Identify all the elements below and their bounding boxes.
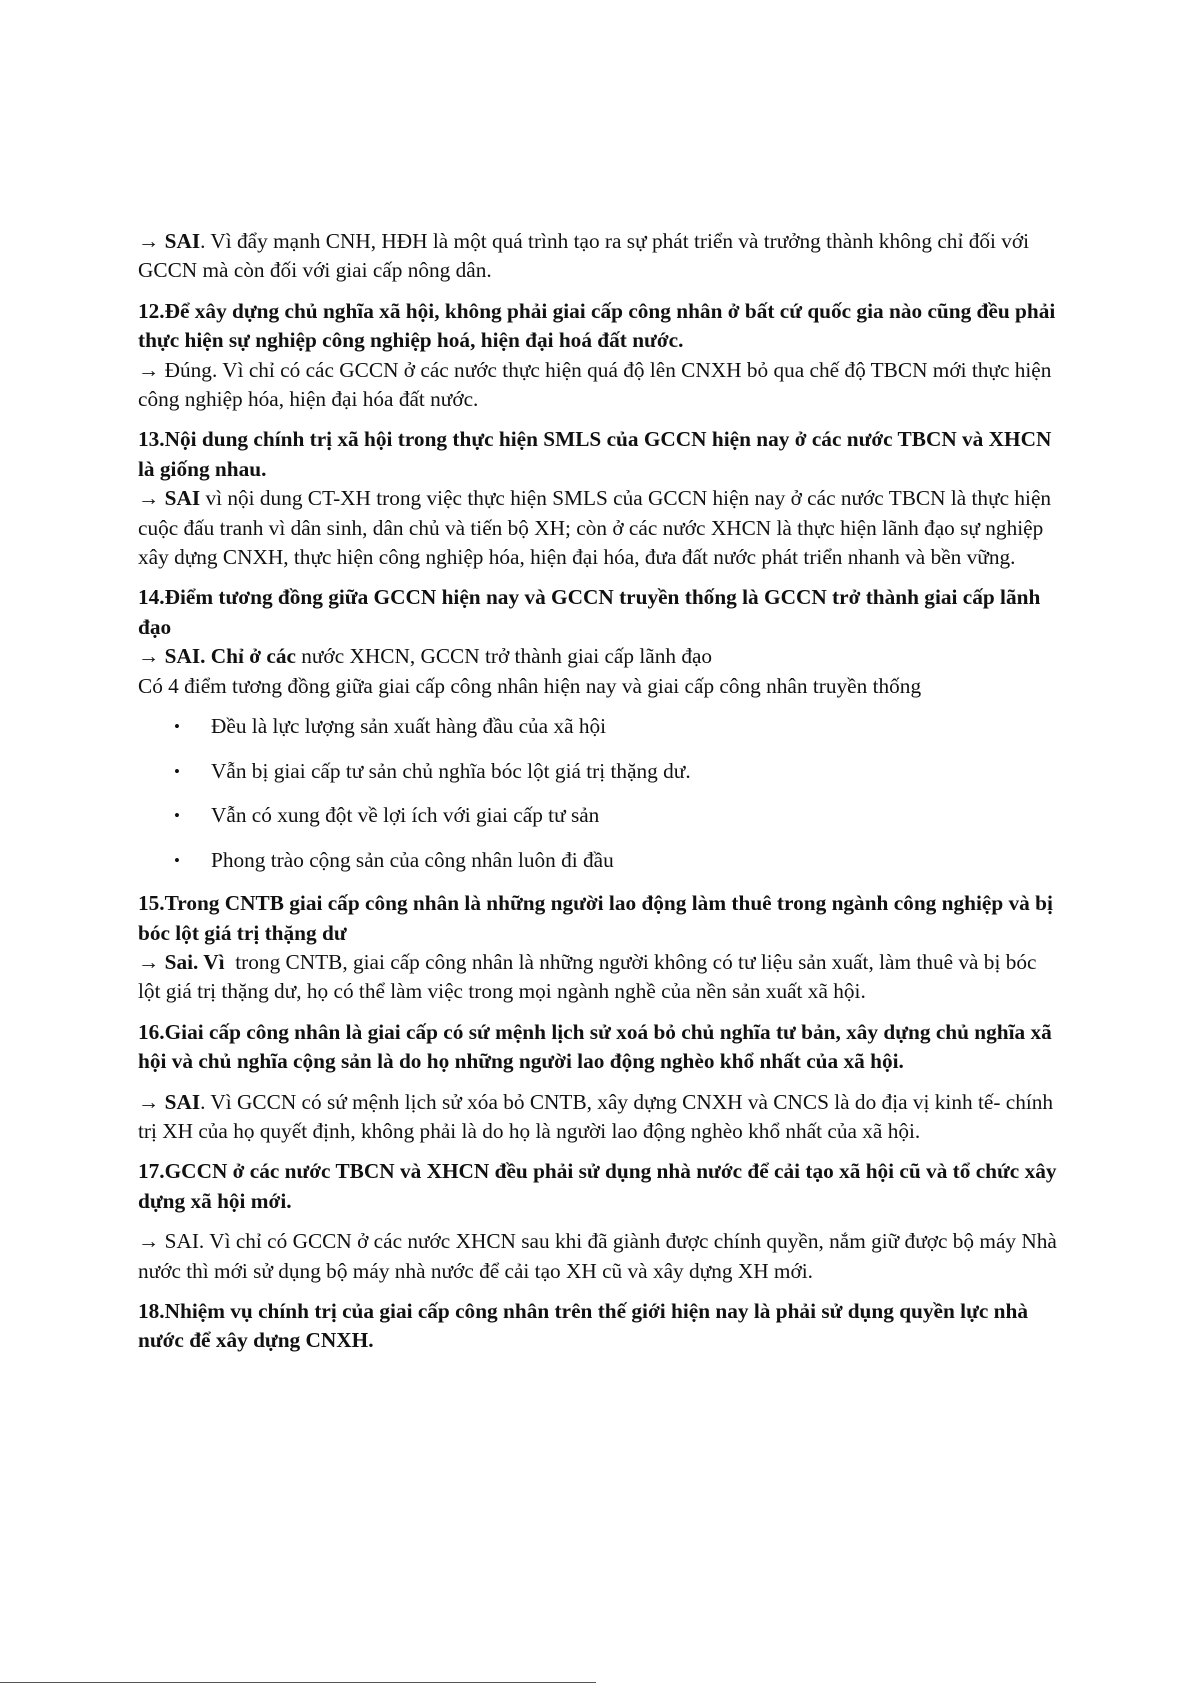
answer-13: [138, 484, 1058, 572]
answer-text: . Vì đẩy mạnh CNH, HĐH là một quá trình tạo ra sự phát triển và trưởng thành không chỉ đối với GCCN mà còn đối với giai cấp nông dân.: [138, 229, 1030, 283]
question-block-13: [138, 425, 1058, 572]
question-14: 14.Điểm tương đồng giữa GCCN hiện nay và GCCN truyền thống là GCCN trở thành giai cấp lãnh đạo: [138, 585, 1041, 639]
question-block-15: [138, 889, 1058, 1007]
list-item: [138, 801, 1058, 846]
question-16: 16.Giai cấp công nhân là giai cấp có sứ mệnh lịch sử xoá bỏ chủ nghĩa tư bản, xây dựng chủ nghĩa xã hội và chủ nghĩa cộng sản là do họ những người lao động nghèo khổ nhất của xã hội.: [138, 1019, 1052, 1074]
answer-12: → Đúng. Vì chỉ có các GCCN ở các nước thực hiện quá độ lên CNXH bỏ qua chế độ TBCN mới thực hiện công nghiệp hóa, hiện đại hóa đất nước.: [138, 357, 1052, 412]
similarity-list: [138, 712, 1058, 890]
question-block-18: [138, 1297, 1058, 1356]
answer-text: trong CNTB, giai cấp công nhân là những người không có tư liệu sản xuất, làm thuê và bị bóc lột giá trị thặng dư, họ có thể làm việc trong mọi ngành nghề của nền sản xuất xã hội.: [138, 949, 1042, 1004]
bullet-icon: •: [174, 806, 180, 826]
list-item-text: Phong trào cộng sản của công nhân luôn đi đầu: [211, 847, 614, 872]
answer-intro: [138, 227, 1058, 286]
bullet-icon: •: [174, 850, 180, 870]
answer-text: nước XHCN, GCCN trở thành giai cấp lãnh đạo: [295, 644, 713, 669]
arrow-glyph: →: [138, 229, 165, 253]
list-item: [138, 712, 1058, 757]
question-block-14: [138, 583, 1058, 890]
arrow-glyph: →: [138, 486, 165, 511]
question-17: 17.GCCN ở các nước TBCN và XHCN đều phải sử dụng nhà nước để cải tạo xã hội cũ và tổ chức xây dựng xã hội mới.: [138, 1159, 1057, 1213]
question-12: 12.Để xây dựng chủ nghĩa xã hội, không phải giai cấp công nhân ở bất cứ quốc gia nào cũng đều phải thực hiện sự nghiệp công nghiệp hoá, hiện đại hoá đất nước.: [138, 298, 1056, 353]
document-page: [138, 227, 1058, 1367]
question-15: 15.Trong CNTB giai cấp công nhân là những người lao động làm thuê trong ngành công nghiệp và bị bóc lột giá trị thặng dư: [138, 891, 1053, 945]
list-item: [138, 757, 1058, 802]
verdict-label: SAI. Chỉ ở các: [164, 644, 296, 669]
bullet-icon: •: [174, 761, 180, 781]
answer-14: [138, 642, 1058, 671]
verdict-label: SAI: [164, 486, 201, 511]
list-item-text: Vẫn có xung đột về lợi ích với giai cấp tư sản: [211, 803, 600, 828]
answer-text: vì nội dung CT-XH trong việc thực hiện SMLS của GCCN hiện nay ở các nước TBCN là thực hiện cuộc đấu tranh vì dân sinh, dân chủ và tiến bộ XH; còn ở các nước XHCN là thực hiện lãnh đạo sự nghiệp xây dựng CNXH, thực hiện công nghiệp hóa, hiện đại hóa, đưa đất nước phát triển nhanh và bền vững.: [138, 486, 1052, 570]
answer-15: [138, 948, 1058, 1007]
verdict-label: Sai. Vì: [164, 949, 225, 974]
answer-block-intro: [138, 227, 1058, 286]
question-block-17: [138, 1157, 1058, 1286]
answer-16: [138, 1088, 1058, 1147]
answer-14-lead: Có 4 điểm tương đồng giữa giai cấp công nhân hiện nay và giai cấp công nhân truyền thống: [138, 673, 922, 698]
arrow-glyph: →: [138, 949, 165, 974]
arrow-glyph: →: [138, 1089, 165, 1114]
verdict-label: SAI: [164, 1089, 201, 1114]
bullet-icon: •: [174, 717, 180, 737]
question-13: 13.Nội dung chính trị xã hội trong thực hiện SMLS của GCCN hiện nay ở các nước TBCN và XHCN là giống nhau.: [138, 427, 1052, 481]
footer-rule: [0, 1682, 596, 1683]
question-18: 18.Nhiệm vụ chính trị của giai cấp công nhân trên thế giới hiện nay là phải sử dụng quyền lực nhà nước để xây dựng CNXH.: [138, 1298, 1028, 1353]
question-block-12: [138, 297, 1058, 415]
question-block-16: [138, 1018, 1058, 1147]
list-item-text: Vẫn bị giai cấp tư sản chủ nghĩa bóc lột giá trị thặng dư.: [211, 758, 691, 783]
list-item: [138, 846, 1058, 891]
arrow-glyph: →: [138, 644, 165, 669]
list-item-text: Đều là lực lượng sản xuất hàng đầu của xã hội: [211, 714, 607, 739]
answer-text: . Vì GCCN có sứ mệnh lịch sử xóa bỏ CNTB, xây dựng CNXH và CNCS là do địa vị kinh tế- chính trị XH của họ quyết định, không phải là do họ là người lao động nghèo khổ nhất của xã hội.: [138, 1089, 1054, 1143]
verdict-label: SAI: [164, 229, 201, 253]
answer-17: → SAI. Vì chỉ có GCCN ở các nước XHCN sau khi đã giành được chính quyền, nắm giữ được bộ máy Nhà nước thì mới sử dụng bộ máy nhà nước để cải tạo XH cũ và xây dựng XH mới.: [138, 1229, 1057, 1283]
